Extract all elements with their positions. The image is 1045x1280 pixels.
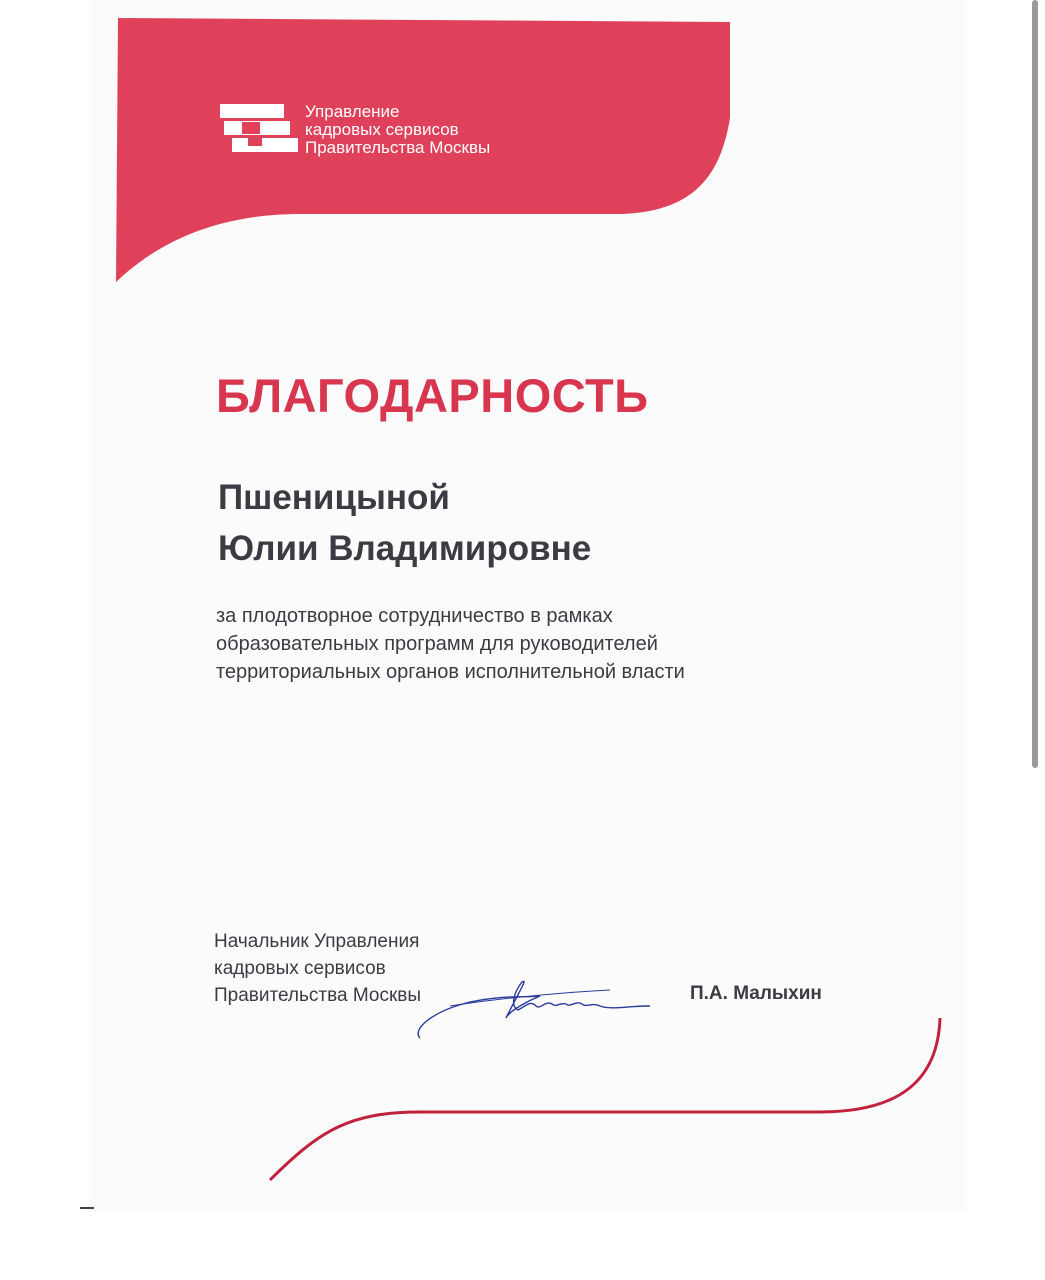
award-reason <box>216 602 685 686</box>
organization-name <box>305 103 490 157</box>
organization-name-line: Управление <box>305 102 400 121</box>
scan-edge-mark <box>80 1207 94 1209</box>
moscow-government-hr-logo-icon <box>218 104 300 154</box>
award-reason-line: образовательных программ для руководителей <box>216 633 658 655</box>
recipient-given-names: Юлии Владимировне <box>218 529 592 568</box>
signatory-position-line: Правительства Москвы <box>214 985 422 1006</box>
recipient-name <box>218 472 591 574</box>
organization-name-line: кадровых сервисов <box>305 120 459 139</box>
signatory-position-line: Начальник Управления <box>214 931 420 952</box>
award-reason-line: территориальных органов исполнительной власти <box>216 661 685 683</box>
organization-name-line: Правительства Москвы <box>305 138 491 157</box>
recipient-surname: Пшеницыной <box>218 478 450 517</box>
scrollbar[interactable] <box>1032 0 1038 768</box>
document-title: БЛАГОДАРНОСТЬ <box>216 369 649 422</box>
signatory-position <box>214 928 421 1009</box>
signatory-position-line: кадровых сервисов <box>214 958 386 979</box>
handwritten-signature-icon <box>410 970 660 1045</box>
organization-logo <box>218 100 538 160</box>
signatory-name: П.А. Малыхин <box>690 983 822 1004</box>
award-reason-line: за плодотворное сотрудничество в рамках <box>216 605 613 627</box>
